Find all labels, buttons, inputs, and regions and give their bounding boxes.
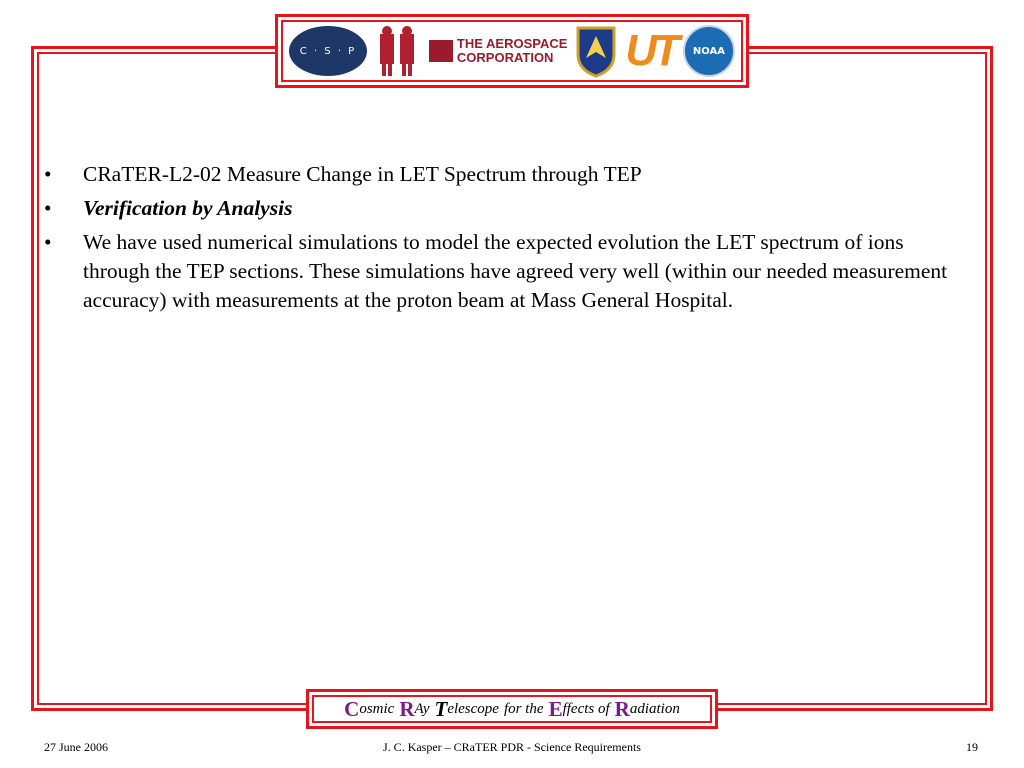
aerospace-line2: CORPORATION <box>456 50 554 65</box>
bullet-item <box>44 228 974 315</box>
bullet-text: Verification by Analysis <box>83 196 293 220</box>
mission-word-telescope: elescope <box>447 700 499 717</box>
mission-letter-r2: R <box>614 696 630 721</box>
mission-word-effects: ffects of <box>562 700 610 717</box>
slide-frame-inner <box>37 52 987 705</box>
mission-letter-r: R <box>399 696 415 721</box>
bullet-item <box>44 194 974 223</box>
page-number: 19 <box>966 740 978 754</box>
mission-banner <box>306 689 718 729</box>
bullet-item <box>44 160 974 189</box>
pin-figures-logo <box>374 24 422 78</box>
aerospace-mark-icon <box>429 40 453 62</box>
mission-letter-t: T <box>434 696 448 721</box>
footer-title: J. C. Kasper – CRaTER PDR - Science Requirements <box>383 740 641 754</box>
mission-word-for-the: for the <box>503 700 544 717</box>
bullet-text: CRaTER-L2-02 Measure Change in LET Spectrum through TEP <box>83 162 642 186</box>
bullet-marker: • <box>44 230 52 254</box>
mission-letter-c: C <box>344 696 360 721</box>
footer-date: 27 June 2006 <box>44 740 108 754</box>
noaa-logo <box>683 25 735 77</box>
aerospace-line1: THE AEROSPACE <box>456 36 568 51</box>
ut-logo: UT <box>625 26 676 75</box>
mission-word-cosmic: osmic <box>359 700 395 717</box>
mission-word-ray: Ay <box>414 700 430 717</box>
noaa-logo-text: NOAA <box>692 45 725 57</box>
air-force-shield-logo <box>574 24 618 78</box>
aerospace-logo <box>429 37 568 65</box>
csp-logo <box>289 26 367 76</box>
csp-logo-text: C · S · P <box>299 45 357 57</box>
mission-letter-e: E <box>548 696 563 721</box>
bullet-list <box>44 160 974 320</box>
logo-strip <box>275 14 749 88</box>
bullet-marker: • <box>44 196 52 220</box>
mission-word-radiation: adiation <box>629 700 680 717</box>
bullet-text: We have used numerical simulations to model the expected evolution the LET spectrum of ions through the TEP sections. These simulations have agreed very well (within our needed measurement accuracy) with measurements at the proton beam at Mass General Hospital. <box>83 230 948 312</box>
bullet-marker: • <box>44 162 52 186</box>
